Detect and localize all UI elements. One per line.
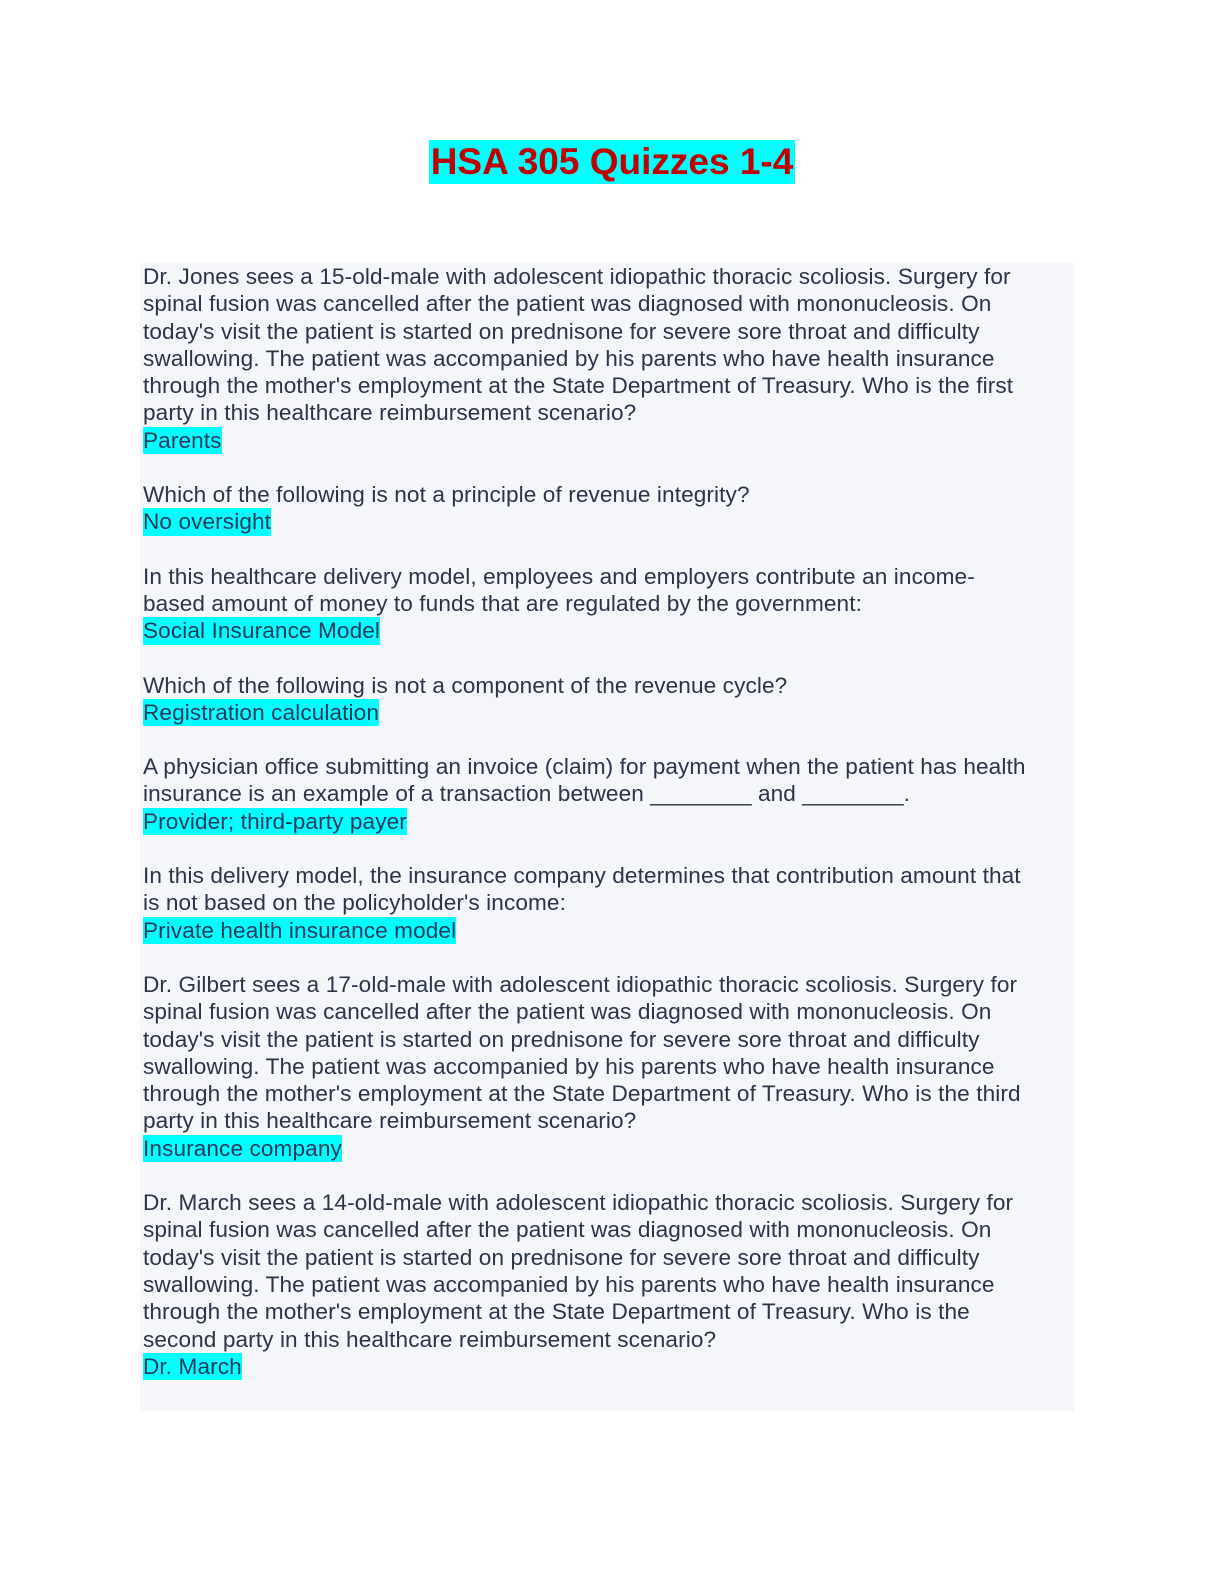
question-text-line: Dr. March sees a 14-old-male with adolescent idiopathic thoracic scoliosis. Surgery for (143, 1190, 1014, 1216)
answer-row (143, 699, 1074, 726)
title-container (0, 140, 1224, 184)
answer-row (143, 917, 1074, 944)
question-text-line: swallowing. The patient was accompanied by his parents who have health insurance (143, 1271, 995, 1297)
answer-row (143, 508, 1074, 535)
answer-highlight: Dr. March (143, 1353, 242, 1379)
question-text-line: is not based on the policyholder's income: (143, 890, 566, 916)
question-block (143, 563, 1074, 645)
answer-row (143, 808, 1074, 835)
question-text-line: through the mother's employment at the State Department of Treasury. Who is the (143, 1299, 970, 1325)
question-text-line: Dr. Jones sees a 15-old-male with adolescent idiopathic thoracic scoliosis. Surgery for (143, 264, 1011, 289)
question-text-line: today's visit the patient is started on prednisone for severe sore throat and difficulty (143, 318, 980, 344)
question-text-line: In this healthcare delivery model, employees and employers contribute an income- (143, 563, 975, 589)
question-block (143, 862, 1074, 944)
question-text-line: In this delivery model, the insurance company determines that contribution amount that (143, 863, 1021, 889)
answer-highlight: Insurance company (143, 1135, 342, 1161)
answer-row (143, 617, 1074, 644)
answer-highlight: Registration calculation (143, 699, 379, 725)
question-text-line: spinal fusion was cancelled after the patient was diagnosed with mononucleosis. On (143, 1217, 992, 1243)
answer-row (143, 427, 1074, 454)
question-block (143, 971, 1074, 1162)
question-text-line: party in this healthcare reimbursement scenario? (143, 400, 637, 426)
question-text-line: insurance is an example of a transaction between ________ and ________. (143, 781, 911, 807)
question-text-line: through the mother's employment at the State Department of Treasury. Who is the third (143, 1081, 1021, 1107)
quiz-content (140, 263, 1074, 1411)
question-text-line: Which of the following is not a component of the revenue cycle? (143, 672, 788, 698)
question-block (143, 753, 1074, 835)
answer-highlight: Social Insurance Model (143, 618, 381, 644)
question-block (143, 481, 1074, 536)
question-text-line: second party in this healthcare reimbursement scenario? (143, 1326, 717, 1352)
question-block (143, 1189, 1074, 1380)
question-text-line: Which of the following is not a principle of revenue integrity? (143, 482, 750, 508)
question-text-line: today's visit the patient is started on prednisone for severe sore throat and difficulty (143, 1026, 980, 1052)
question-block (143, 263, 1074, 454)
answer-row (143, 1353, 1074, 1380)
question-text-line: A physician office submitting an invoice (claim) for payment when the patient has health (143, 754, 1026, 780)
page-title: HSA 305 Quizzes 1-4 (430, 141, 794, 182)
answer-highlight: Private health insurance model (143, 917, 457, 943)
question-text-line: party in this healthcare reimbursement scenario? (143, 1108, 637, 1134)
question-text-line: through the mother's employment at the State Department of Treasury. Who is the first (143, 373, 1014, 399)
answer-row (143, 1135, 1074, 1162)
question-text-line: spinal fusion was cancelled after the patient was diagnosed with mononucleosis. On (143, 291, 992, 317)
answer-highlight: Provider; third-party payer (143, 808, 407, 834)
question-text-line: based amount of money to funds that are regulated by the government: (143, 590, 862, 616)
question-text-line: swallowing. The patient was accompanied by his parents who have health insurance (143, 345, 995, 371)
question-text-line: swallowing. The patient was accompanied by his parents who have health insurance (143, 1053, 995, 1079)
question-text-line: today's visit the patient is started on prednisone for severe sore throat and difficulty (143, 1244, 980, 1270)
answer-highlight: No oversight (143, 509, 272, 535)
question-block (143, 672, 1074, 727)
question-text-line: spinal fusion was cancelled after the patient was diagnosed with mononucleosis. On (143, 999, 992, 1025)
question-text-line: Dr. Gilbert sees a 17-old-male with adolescent idiopathic thoracic scoliosis. Surgery for (143, 971, 1018, 997)
answer-highlight: Parents (143, 427, 222, 453)
